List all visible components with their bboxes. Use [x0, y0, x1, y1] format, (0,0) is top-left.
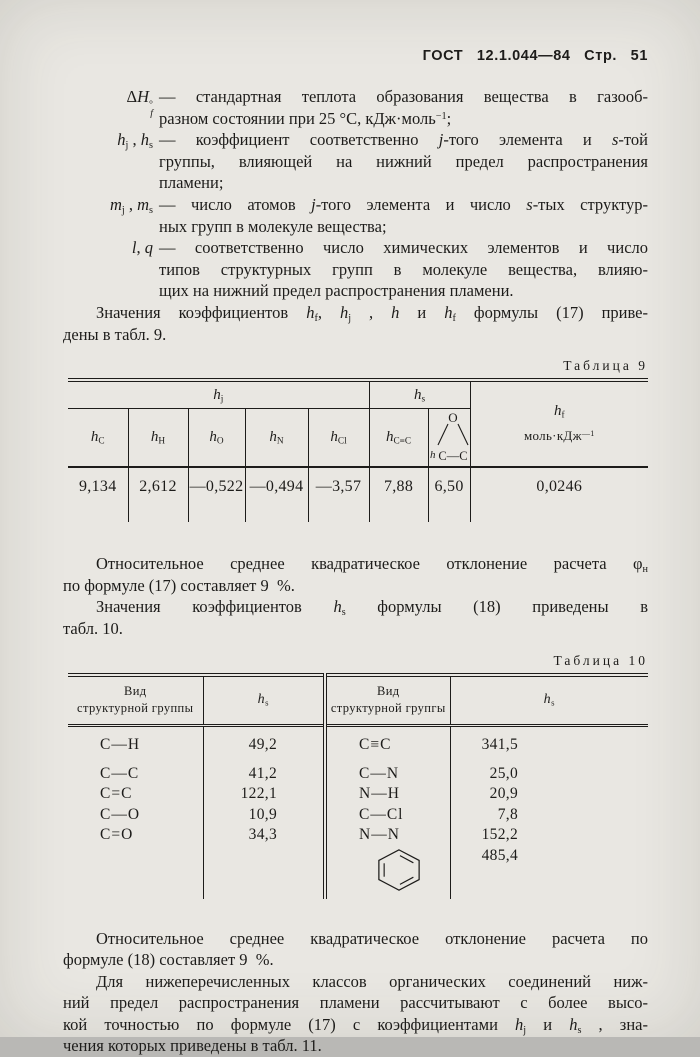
- paragraph-line: Значения коэффициентов $h_f$, $h_j$ , h и $h_f$ формулы (17) приве-: [96, 302, 648, 324]
- table10-value: 7,8: [497, 805, 518, 823]
- paragraph-line: чения которых приведены в табл. 11.: [63, 1036, 322, 1056]
- table9-value: —3,57: [308, 467, 369, 522]
- table10-group: C=O: [68, 826, 203, 847]
- paragraph-line: Относительное среднее квадратическое отклонение расчета $\varphi_н$: [96, 554, 648, 575]
- table9-value: —0,494: [245, 467, 308, 522]
- table9-header-hf: $h_f$ моль·кДж$^{—1}$: [470, 380, 648, 467]
- table10-group: N—H: [325, 785, 450, 806]
- definition-item: [63, 237, 648, 302]
- table9-col-header-hcl: $h_{Cl}$: [308, 409, 369, 468]
- table9-value: 0,0246: [536, 478, 583, 496]
- table10-group: C—N: [325, 765, 450, 786]
- table10-value: 41,2: [203, 765, 325, 786]
- table10-value: 341,5: [481, 735, 518, 753]
- definition-line: — стандартная теплота образования вещества в газооб-: [159, 87, 648, 106]
- table10-value: 152,2: [481, 826, 518, 843]
- paragraph-line: формуле (18) составляет 9 %.: [63, 950, 274, 970]
- definition-description: [159, 194, 648, 237]
- definition-description: [159, 86, 648, 129]
- table9-value: 6,50: [428, 467, 470, 522]
- svg-text:C—C: C—C: [437, 449, 468, 464]
- table10-value-empty: [203, 847, 325, 899]
- table9-col-header-hcc: $h_{C\equiv C}$: [369, 409, 428, 468]
- table10-group: C=C: [68, 785, 203, 806]
- definition-line: — коэффициент соответственно j-того элемента и s-той: [159, 130, 648, 150]
- paragraph-line: Значения коэффициентов $h_s$ формулы (18) приведены в: [96, 597, 648, 619]
- epoxide-group-icon: [429, 409, 473, 464]
- paragraph-table10-intro: [63, 596, 648, 639]
- table10-value: 34,3: [203, 826, 325, 847]
- definition-description: [159, 129, 648, 194]
- paragraph-line: Относительное среднее квадратическое отклонение расчета по: [96, 928, 648, 948]
- definition-item: [63, 129, 648, 194]
- definition-line: — соответственно число химических элементов и число: [159, 238, 648, 258]
- definition-term: $m_j$ , $m_s$: [109, 194, 153, 216]
- paragraph-line: табл. 10.: [63, 618, 123, 638]
- table9-col-header-hc: $h_C$: [68, 409, 128, 468]
- table10-group-empty: [68, 847, 203, 899]
- table9-col-header-ho: $h_O$: [188, 409, 245, 468]
- table10-header-group-kind-left: Вид структурной группы: [68, 675, 203, 726]
- table10-value: 49,2: [203, 725, 325, 765]
- document-header-stamp: ГОСТ 12.1.044—84 Стр. 51: [422, 48, 648, 64]
- paragraph-line: дены в табл. 9.: [63, 324, 167, 344]
- table-9: [68, 378, 648, 522]
- table9-value: 2,612: [128, 467, 188, 522]
- table10-header-hs-left: $h_s$: [203, 675, 325, 726]
- table-10: [68, 673, 648, 899]
- definition-item: [63, 86, 648, 129]
- table10-value: 25,0: [489, 764, 518, 782]
- table10-group: C—Cl: [325, 806, 450, 827]
- table10-group: N—N: [325, 826, 450, 847]
- paragraph-deviation-17: [63, 553, 648, 596]
- definition-term: l, q: [131, 238, 153, 258]
- paragraph-line: ний предел распространения пламени рассчитывают с более высо-: [63, 993, 648, 1013]
- paragraph-deviation-18: [63, 928, 648, 971]
- table9-group-header-hj: $h_j$: [68, 380, 369, 409]
- definition-line: типов структурных групп в молекуле вещества, влияю-: [159, 259, 648, 279]
- svg-text:O: O: [447, 410, 458, 426]
- definition-item: [63, 194, 648, 237]
- definition-line: группы, влияющей на нижний предел распространения: [159, 151, 648, 171]
- table10-group: C—C: [68, 765, 203, 786]
- table9-group-header-hs: $h_s$: [369, 380, 470, 409]
- benzene-ring-icon: [376, 847, 422, 893]
- definition-line: ных групп в молекуле вещества;: [159, 216, 387, 236]
- paragraph-line: кой точностью по формуле (17) с коэффициентами $h_j$ и $h_s$ , зна-: [63, 1014, 648, 1036]
- table9-col-header-hh: $h_H$: [128, 409, 188, 468]
- table10-header-group-kind-right: Вид структурной групгы: [325, 675, 450, 726]
- paragraph-organic-classes: [63, 971, 648, 1057]
- table10-group: C—O: [68, 806, 203, 827]
- definition-description: [159, 237, 648, 302]
- table10-value: 20,9: [489, 785, 518, 802]
- table10-value: 485,4: [481, 846, 518, 864]
- table10-group: C—H: [68, 725, 203, 765]
- paragraph-line: Для нижеперечисленных классов органических соединений ниж-: [96, 971, 648, 991]
- page-content: [63, 48, 648, 1057]
- table10-group-benzene: [325, 847, 450, 899]
- table9-col-header-hn: $h_N$: [245, 409, 308, 468]
- definition-term: ΔH ° f: [126, 87, 153, 120]
- paragraph-line: по формуле (17) составляет 9 %.: [63, 575, 295, 595]
- table10-group: C≡C: [325, 725, 450, 765]
- definition-term: $h_j$ , $h_s$: [117, 130, 153, 152]
- table10-label: Таблица 10: [553, 652, 648, 668]
- table9-col-header-epoxide: [428, 409, 470, 468]
- table9-value: 7,88: [369, 467, 428, 522]
- table10-value: 10,9: [203, 806, 325, 827]
- definition-line: разном состоянии при 25 °C, кДж·моль$^{-1}$;: [159, 108, 452, 128]
- definition-line: щих на нижний предел распространения пламени.: [159, 281, 514, 301]
- table9-label: Таблица 9: [563, 358, 648, 374]
- table9-value: —0,522: [188, 467, 245, 522]
- definition-line: пламени;: [159, 173, 224, 193]
- table9-value: 9,134: [68, 467, 128, 522]
- definition-line: — число атомов j-того элемента и число s-тых структур-: [159, 194, 648, 214]
- svg-text:h: h: [429, 449, 436, 462]
- paragraph-table9-intro: [63, 302, 648, 345]
- table10-value: 122,1: [203, 785, 325, 806]
- table10-header-hs-right: $h_s$: [450, 675, 648, 726]
